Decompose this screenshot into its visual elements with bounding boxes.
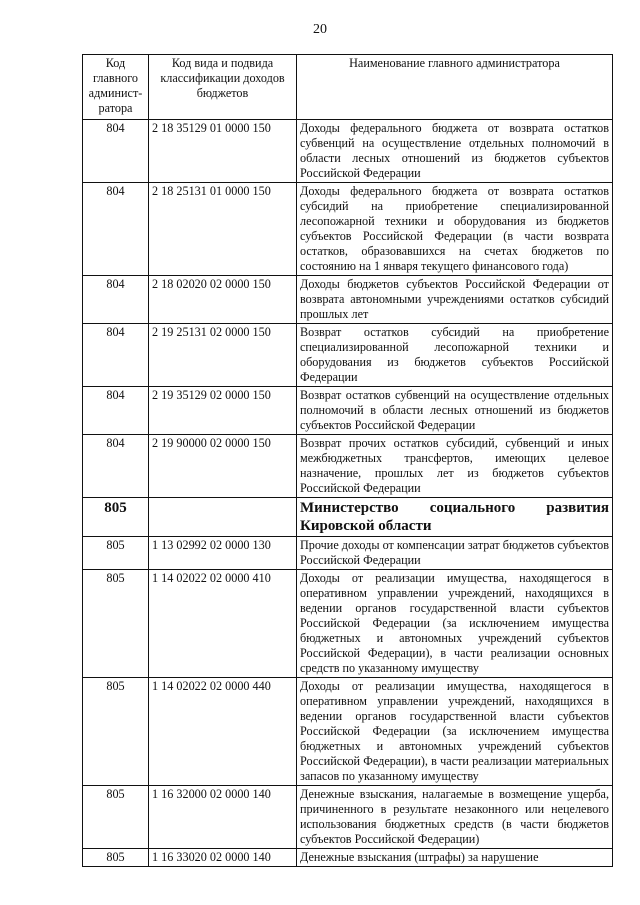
table-header-row xyxy=(83,55,613,120)
classification-code-cell: 1 13 02992 02 0000 130 xyxy=(149,537,297,570)
page-number: 20 xyxy=(313,22,327,37)
table-row xyxy=(83,183,613,276)
admin-code-cell: 805 xyxy=(83,570,149,678)
header-admin-name: Наименование главного администратора xyxy=(297,55,613,120)
table-row xyxy=(83,678,613,786)
admin-code-cell: 804 xyxy=(83,324,149,387)
table-row xyxy=(83,120,613,183)
admin-code-cell: 805 xyxy=(83,849,149,867)
admin-code-cell: 805 xyxy=(83,498,149,537)
classification-code-cell xyxy=(149,498,297,537)
classification-code-cell: 1 16 32000 02 0000 140 xyxy=(149,786,297,849)
classification-code-cell: 2 19 90000 02 0000 150 xyxy=(149,435,297,498)
table-row xyxy=(83,537,613,570)
classification-code-cell: 1 14 02022 02 0000 410 xyxy=(149,570,297,678)
classification-code-cell: 2 18 25131 01 0000 150 xyxy=(149,183,297,276)
admin-code-cell: 804 xyxy=(83,276,149,324)
admin-name-cell: Доходы бюджетов субъектов Российской Федерации от возврата автономными учреждениями остатков субсидий прошлых лет xyxy=(297,276,613,324)
header-classification-code: Код вида и подвида классификации доходов бюджетов xyxy=(149,55,297,120)
table-row xyxy=(83,570,613,678)
admin-code-cell: 804 xyxy=(83,183,149,276)
header-admin-code: Код главного админист-ратора xyxy=(83,55,149,120)
table-row xyxy=(83,324,613,387)
admin-code-cell: 804 xyxy=(83,435,149,498)
classification-code-cell: 2 18 02020 02 0000 150 xyxy=(149,276,297,324)
classification-code-cell: 2 18 35129 01 0000 150 xyxy=(149,120,297,183)
classification-code-cell: 1 16 33020 02 0000 140 xyxy=(149,849,297,867)
table-body xyxy=(83,120,613,867)
classification-code-cell: 1 14 02022 02 0000 440 xyxy=(149,678,297,786)
admin-code-cell: 804 xyxy=(83,120,149,183)
revenue-administrators-table xyxy=(82,54,613,867)
admin-code-cell: 805 xyxy=(83,537,149,570)
admin-name-cell: Доходы федерального бюджета от возврата остатков субсидий на приобретение специализированной лесопожарной техники и оборудования из бюджетов субъектов Российской Федерации (в части возврата остатков, образовавшихся на счетах бюджетов по состоянию на 1 января текущего финансового года) xyxy=(297,183,613,276)
admin-name-cell: Денежные взыскания, налагаемые в возмещение ущерба, причиненного в результате незаконного или нецелевого использования бюджетных средств (в части бюджетов субъектов Российской Федерации) xyxy=(297,786,613,849)
admin-name-cell: Доходы федерального бюджета от возврата остатков субвенций на осуществление отдельных полномочий в области лесных отношений из бюджетов субъектов Российской Федерации xyxy=(297,120,613,183)
admin-code-cell: 805 xyxy=(83,786,149,849)
table-row xyxy=(83,387,613,435)
table-row xyxy=(83,849,613,867)
admin-code-cell: 804 xyxy=(83,387,149,435)
classification-code-cell: 2 19 35129 02 0000 150 xyxy=(149,387,297,435)
admin-code-cell: 805 xyxy=(83,678,149,786)
admin-name-cell: Денежные взыскания (штрафы) за нарушение xyxy=(297,849,613,867)
admin-name-cell: Возврат остатков субсидий на приобретение специализированной лесопожарной техники и оборудования из бюджетов субъектов Российской Федерации xyxy=(297,324,613,387)
admin-name-cell: Возврат остатков субвенций на осуществление отдельных полномочий в области лесных отношений из бюджетов субъектов Российской Федерации xyxy=(297,387,613,435)
table-row xyxy=(83,786,613,849)
admin-name-cell: Возврат прочих остатков субсидий, субвенций и иных межбюджетных трансфертов, имеющих целевое назначение, прошлых лет из бюджетов субъектов Российской Федерации xyxy=(297,435,613,498)
admin-name-cell: Доходы от реализации имущества, находящегося в оперативном управлении учреждений, находящихся в ведении органов государственной власти субъектов Российской Федерации (за исключением имущества бюджетных и автономных учреждений субъектов Российской Федерации), в части реализации материальных запасов по указанному имуществу xyxy=(297,678,613,786)
admin-name-cell: Министерство социального развития Кировской области xyxy=(297,498,613,537)
classification-code-cell: 2 19 25131 02 0000 150 xyxy=(149,324,297,387)
table-row xyxy=(83,435,613,498)
admin-name-cell: Доходы от реализации имущества, находящегося в оперативном управлении учреждений, находящихся в ведении органов государственной власти субъектов Российской Федерации (за исключением имущества бюджетных и автономных учреждений субъектов Российской Федерации), в части реализации основных средств по указанному имуществу xyxy=(297,570,613,678)
table-row xyxy=(83,276,613,324)
ministry-row xyxy=(83,498,613,537)
admin-name-cell: Прочие доходы от компенсации затрат бюджетов субъектов Российской Федерации xyxy=(297,537,613,570)
